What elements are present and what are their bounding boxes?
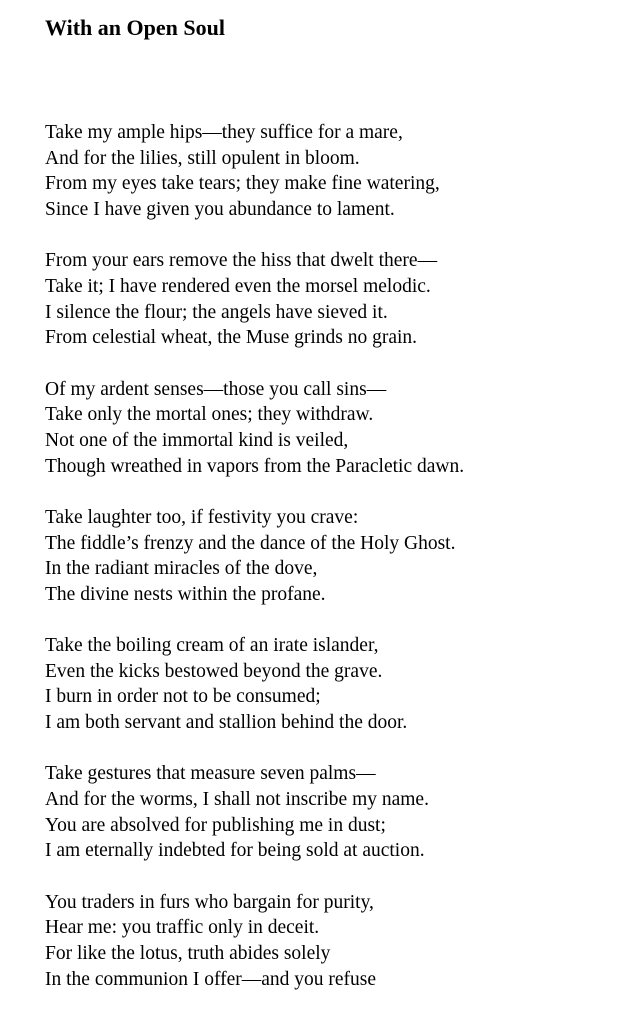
poem-line: For like the lotus, truth abides solely: [45, 943, 331, 964]
poem-line: I silence the flour; the angels have sieved it.: [45, 301, 388, 323]
poem-line: In the communion I offer—and you refuse: [45, 968, 377, 990]
poem-line: I burn in order not to be consumed;: [45, 686, 321, 708]
stanza-5: [45, 633, 464, 736]
stanza-7: [45, 890, 464, 993]
poem-line: In the radiant miracles of the dove,: [45, 558, 318, 580]
poem-line: From your ears remove the hiss that dwelt there—: [45, 250, 438, 272]
poem-line: Take it; I have rendered even the morsel melodic.: [45, 275, 431, 297]
stanza-4: [45, 505, 464, 608]
poem-line: I am both servant and stallion behind the door.: [45, 712, 408, 734]
poem-line: The fiddle’s frenzy and the dance of the Holy Ghost.: [45, 532, 456, 554]
poem-line: From my eyes take tears; they make fine watering,: [45, 173, 440, 195]
stanza-2: [45, 248, 464, 351]
poem-line: Take gestures that measure seven palms—: [45, 763, 376, 785]
poem-line: I am eternally indebted for being sold at auction.: [45, 840, 425, 862]
poem-line: From celestial wheat, the Muse grinds no grain.: [45, 327, 418, 349]
poem-line: You are absolved for publishing me in dust;: [45, 814, 386, 836]
poem-line: Take my ample hips—they suffice for a mare,: [45, 122, 403, 143]
poem-line: Hear me: you traffic only in deceit.: [45, 917, 320, 939]
stanza-6: [45, 761, 464, 864]
poem-line: The divine nests within the profane.: [45, 583, 326, 605]
poem-line: You traders in furs who bargain for purity,: [45, 891, 374, 913]
poem-line: Though wreathed in vapors from the Paracletic dawn.: [45, 455, 465, 477]
poem-line: Take only the mortal ones; they withdraw.: [45, 404, 374, 426]
poem-line: Even the kicks bestowed beyond the grave.: [45, 660, 383, 682]
poem-body: [45, 120, 464, 1018]
stanza-3: [45, 377, 464, 480]
poem-line: Not one of the immortal kind is veiled,: [45, 429, 349, 451]
stanza-1: [45, 120, 464, 223]
poem-line: And for the worms, I shall not inscribe my name.: [45, 789, 429, 811]
poem-line: Take laughter too, if festivity you crave:: [45, 506, 359, 528]
poem-line: Take the boiling cream of an irate islander,: [45, 635, 379, 657]
poem-line: Of my ardent senses—those you call sins—: [45, 378, 387, 400]
poem-line: Since I have given you abundance to lament.: [45, 198, 395, 220]
poem-title: With an Open Soul: [45, 15, 225, 40]
poem-line: And for the lilies, still opulent in bloom.: [45, 147, 360, 169]
